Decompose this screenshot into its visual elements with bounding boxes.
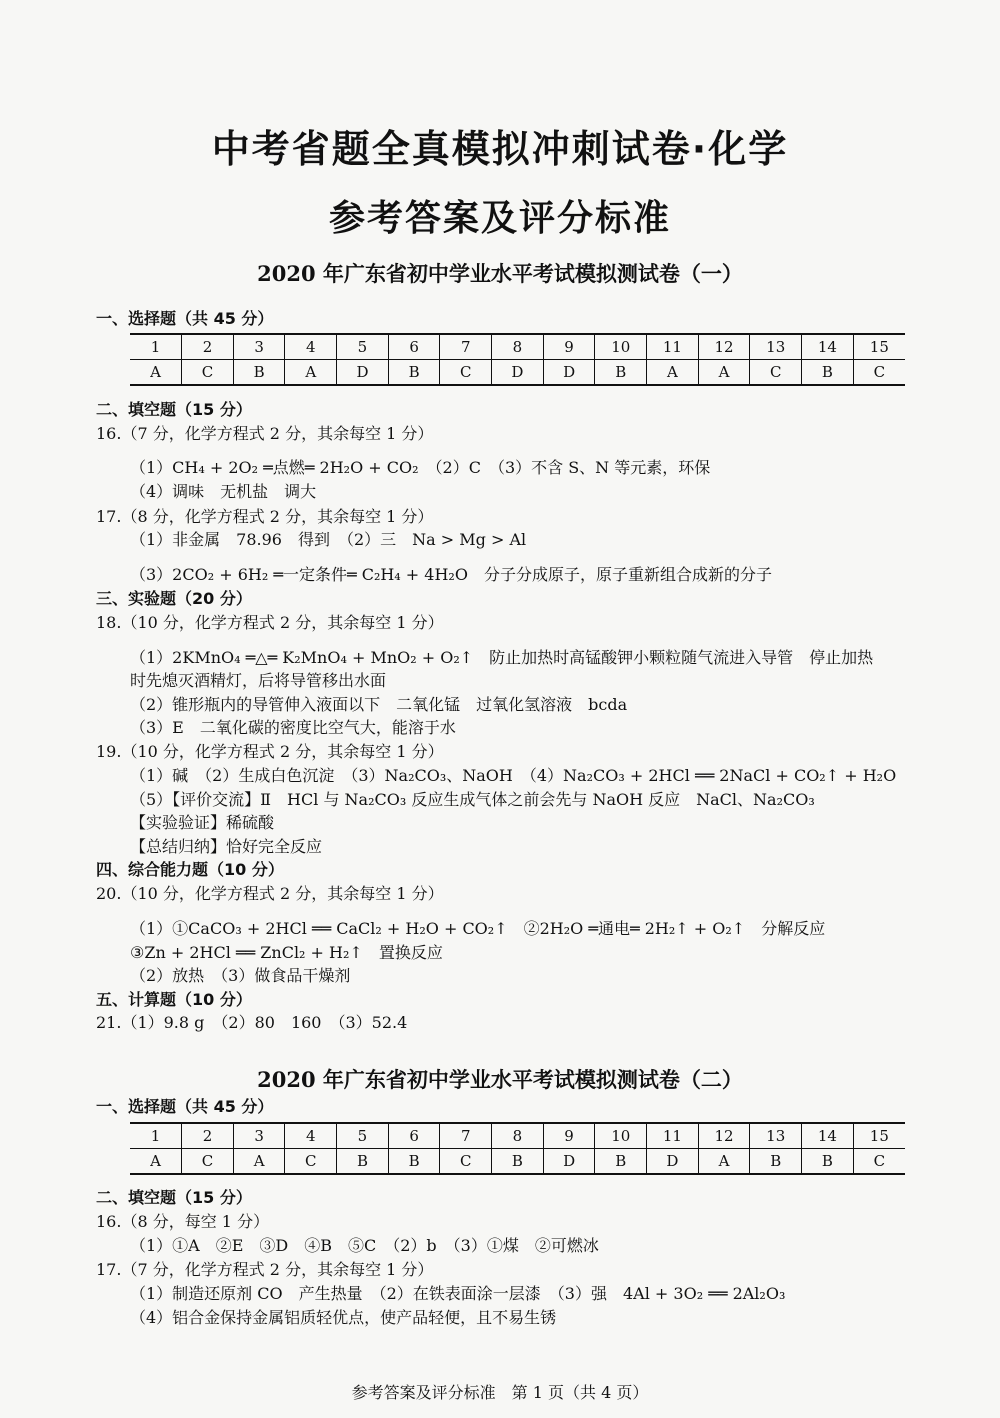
question-number: 12 [698, 334, 750, 360]
answer-cell: C [853, 360, 905, 386]
answer-line: （1）CH₄ + 2O₂ ═点燃═ 2H₂O + CO₂ （2）C （3）不含 S、N 等元素，环保 [130, 458, 711, 477]
answer-cell: A [233, 1149, 285, 1175]
answer-line: （1）①A ②E ③D ④B ⑤C （2）b （3）①煤 ②可燃冰 [130, 1236, 599, 1255]
page-footer: 参考答案及评分标准 第 1 页（共 4 页） [351, 1383, 649, 1402]
answer-cell: C [182, 1149, 234, 1175]
answer-cell: B [595, 1149, 647, 1175]
question-21-answer: 21.（1）9.8 g （2）80 160 （3）52.4 [96, 1013, 408, 1032]
paper1-section-experiment: 三、实验题（20 分） [96, 589, 252, 608]
paper2-question-16-header: 16.（8 分，每空 1 分） [96, 1212, 270, 1231]
question-number: 8 [492, 1123, 544, 1149]
answer-line: 【总结归纳】恰好完全反应 [130, 837, 323, 856]
paper1-section-choice: 一、选择题（共 45 分） [96, 309, 274, 328]
answer-line: （3）E 二氧化碳的密度比空气大，能溶于水 [130, 718, 456, 737]
answer-cell: B [388, 360, 440, 386]
question-number: 2 [182, 334, 234, 360]
question-number: 7 [440, 1123, 492, 1149]
document-subtitle: 参考答案及评分标准 [328, 198, 671, 239]
question-number: 9 [543, 334, 595, 360]
answer-cell: C [440, 1149, 492, 1175]
answer-line: （3）2CO₂ + 6H₂ ═一定条件═ C₂H₄ + 4H₂O 分子分成原子，原子重新组合成新的分子 [130, 565, 772, 584]
question-number: 5 [337, 1123, 389, 1149]
question-number: 6 [388, 334, 440, 360]
question-number: 7 [440, 334, 492, 360]
question-number: 14 [802, 334, 854, 360]
answer-line: （1）2KMnO₄ ═△═ K₂MnO₄ + MnO₂ + O₂↑ 防止加热时高锰酸钾小颗粒随气流进入导管 停止加热 [130, 648, 874, 667]
answer-cell: C [440, 360, 492, 386]
question-number: 12 [698, 1123, 750, 1149]
question-number: 4 [285, 334, 337, 360]
paper2-answer-table [130, 1122, 905, 1175]
answer-cell: B [492, 1149, 544, 1175]
question-number: 4 [285, 1123, 337, 1149]
question-19-header: 19.（10 分，化学方程式 2 分，其余每空 1 分） [96, 742, 444, 761]
answer-line: （1）碱 （2）生成白色沉淀 （3）Na₂CO₃、NaOH （4）Na₂CO₃ + 2HCl ══ 2NaCl + CO₂↑ + H₂O [130, 766, 897, 785]
paper1-answer-table [130, 333, 905, 386]
question-number: 10 [595, 1123, 647, 1149]
answer-cell: D [492, 360, 544, 386]
question-number: 14 [802, 1123, 854, 1149]
paper1-number-row [130, 334, 905, 360]
answer-line: （1）非金属 78.96 得到 （2）三 Na > Mg > Al [130, 530, 527, 549]
question-16-header: 16.（7 分，化学方程式 2 分，其余每空 1 分） [96, 424, 434, 443]
question-number: 13 [750, 334, 802, 360]
question-number: 9 [543, 1123, 595, 1149]
answer-line: （5）【评价交流】Ⅱ HCl 与 Na₂CO₃ 反应生成气体之前会先与 NaOH 反应 NaCl、Na₂CO₃ [130, 790, 815, 809]
answer-cell: A [150, 363, 161, 381]
paper2-question-17-header: 17.（7 分，化学方程式 2 分，其余每空 1 分） [96, 1260, 434, 1279]
answer-cell: B [233, 360, 285, 386]
paper2-answer-row [130, 1149, 905, 1175]
answer-cell: D [543, 360, 595, 386]
answer-cell: B [750, 1149, 802, 1175]
answer-line: （1）制造还原剂 CO 产生热量 （2）在铁表面涂一层漆 （3）强 4Al + 3O₂ ══ 2Al₂O₃ [130, 1284, 786, 1303]
answer-cell: D [543, 1149, 595, 1175]
question-number: 11 [647, 1123, 699, 1149]
question-number: 5 [337, 334, 389, 360]
answer-cell: B [802, 360, 854, 386]
answer-line: （1）①CaCO₃ + 2HCl ══ CaCl₂ + H₂O + CO₂↑ ②2H₂O ═通电═ 2H₂↑ + O₂↑ 分解反应 [130, 919, 826, 938]
answer-cell: A [285, 360, 337, 386]
question-number: 1 [130, 1123, 182, 1149]
answer-line: 时先熄灭酒精灯，后将导管移出水面 [130, 671, 387, 690]
question-number: 2 [182, 1123, 234, 1149]
question-number: 10 [595, 334, 647, 360]
document-title: 中考省题全真模拟冲刺试卷·化学 [211, 127, 789, 171]
question-number: 3 [233, 334, 285, 360]
answer-cell: C [285, 1149, 337, 1175]
question-number: 15 [853, 1123, 905, 1149]
answer-line: ③Zn + 2HCl ══ ZnCl₂ + H₂↑ 置换反应 [130, 943, 443, 962]
question-number: 6 [388, 1123, 440, 1149]
answer-cell: D [337, 360, 389, 386]
question-18-header: 18.（10 分，化学方程式 2 分，其余每空 1 分） [96, 613, 444, 632]
paper1-title: 2020 年广东省初中学业水平考试模拟测试卷（一） [257, 261, 743, 286]
question-number: 13 [750, 1123, 802, 1149]
answer-line: （2）锥形瓶内的导管伸入液面以下 二氧化锰 过氧化氢溶液 bcda [130, 695, 628, 714]
paper2-section-choice: 一、选择题（共 45 分） [96, 1097, 274, 1116]
answer-cell: A [698, 1149, 750, 1175]
answer-line: （2）放热 （3）做食品干燥剂 [130, 966, 351, 985]
question-number: 3 [233, 1123, 285, 1149]
question-17-header: 17.（8 分，化学方程式 2 分，其余每空 1 分） [96, 507, 434, 526]
answer-cell: B [337, 1149, 389, 1175]
paper1-answer-row [130, 360, 905, 386]
answer-cell: C [182, 360, 234, 386]
paper2-section-fill: 二、填空题（15 分） [96, 1188, 252, 1207]
paper2-number-row [130, 1123, 905, 1149]
answer-cell: D [647, 1149, 699, 1175]
paper2-title: 2020 年广东省初中学业水平考试模拟测试卷（二） [257, 1067, 743, 1092]
answer-cell: C [750, 360, 802, 386]
answer-cell: B [802, 1149, 854, 1175]
answer-cell: A [647, 360, 699, 386]
answer-cell: B [388, 1149, 440, 1175]
answer-line: （4）调味 无机盐 调大 [130, 482, 317, 501]
question-number: 15 [853, 334, 905, 360]
answer-line: 【实验验证】稀硫酸 [130, 813, 275, 832]
answer-cell: B [595, 360, 647, 386]
answer-cell: A [698, 360, 750, 386]
paper1-section-calculation: 五、计算题（10 分） [96, 990, 252, 1009]
paper1-section-fill: 二、填空题（15 分） [96, 400, 252, 419]
paper1-section-comprehensive: 四、综合能力题（10 分） [96, 860, 284, 879]
question-number: 1 [130, 334, 182, 360]
question-20-header: 20.（10 分，化学方程式 2 分，其余每空 1 分） [96, 884, 444, 903]
answer-cell: C [853, 1149, 905, 1175]
answer-line: （4）铝合金保持金属铝质轻优点，使产品轻便，且不易生锈 [130, 1308, 557, 1327]
question-number: 11 [647, 334, 699, 360]
question-number: 8 [492, 334, 544, 360]
answer-cell: A [150, 1152, 161, 1170]
